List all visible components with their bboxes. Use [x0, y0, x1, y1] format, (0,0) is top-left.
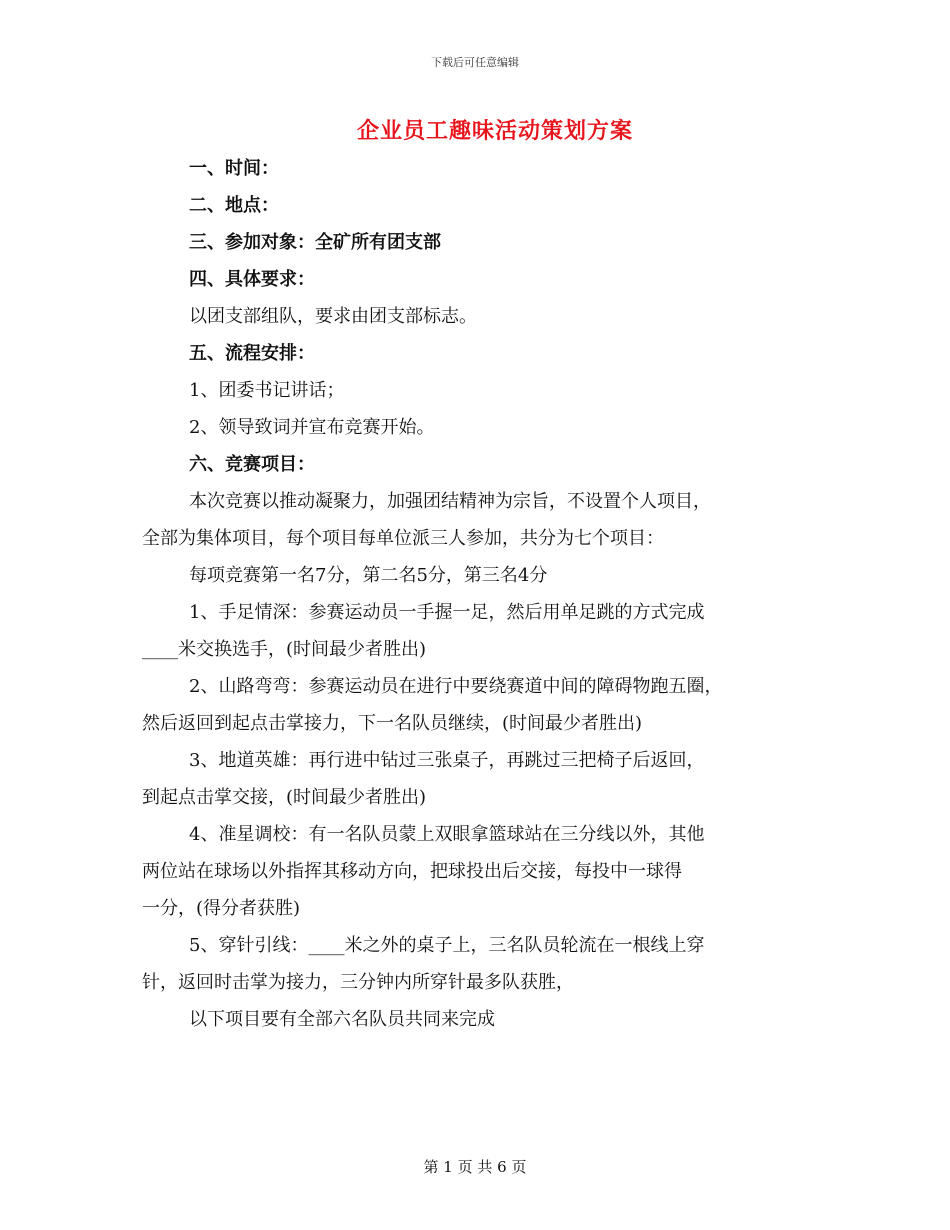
paragraph-line: 4、准星调校：有一名队员蒙上双眼拿篮球站在三分线以外，其他: [189, 824, 705, 845]
paragraph-line: 2、山路弯弯：参赛运动员在进行中要绕赛道中间的障碍物跑五圈，: [189, 676, 723, 697]
paragraph-line: 1、团委书记讲话；: [189, 380, 345, 401]
paragraph-line: 本次竞赛以推动凝聚力，加强团结精神为宗旨，不设置个人项目，: [189, 491, 711, 512]
section-heading-participants: 三、参加对象：全矿所有团支部: [189, 232, 441, 253]
paragraph-line: 两位站在球场以外指挥其移动方向，把球投出后交接，每投中一球得: [142, 861, 682, 882]
section-heading-process: 五、流程安排：: [189, 343, 315, 364]
paragraph-line: 到起点击掌交接，(时间最少者胜出): [142, 787, 427, 808]
paragraph-line: 以团支部组队，要求由团支部标志。: [189, 306, 477, 327]
paragraph-line: 1、手足情深：参赛运动员一手握一足，然后用单足跳的方式完成: [189, 602, 705, 623]
paragraph-line: 5、穿针引线：____米之外的桌子上，三名队员轮流在一根线上穿: [189, 935, 705, 956]
section-heading-location: 二、地点：: [189, 195, 279, 216]
section-heading-events: 六、竞赛项目：: [189, 454, 315, 475]
paragraph-line: 2、领导致词并宣布竞赛开始。: [189, 417, 435, 438]
paragraph-line: ____米交换选手，(时间最少者胜出): [142, 639, 427, 660]
paragraph-line: 针，返回时击掌为接力，三分钟内所穿针最多队获胜，: [142, 972, 574, 993]
paragraph-line: 3、地道英雄：再行进中钻过三张桌子，再跳过三把椅子后返回，: [189, 750, 705, 771]
paragraph-line: 然后返回到起点击掌接力，下一名队员继续，(时间最少者胜出): [142, 713, 643, 734]
paragraph-line: 一分，(得分者获胜): [142, 898, 301, 919]
paragraph-line: 以下项目要有全部六名队员共同来完成: [189, 1009, 495, 1030]
section-heading-requirements: 四、具体要求：: [189, 269, 315, 290]
paragraph-line: 每项竞赛第一名7分，第二名5分，第三名4分: [189, 565, 548, 586]
section-heading-time: 一、时间：: [189, 158, 279, 179]
paragraph-line: 全部为集体项目，每个项目每单位派三人参加，共分为七个项目：: [142, 528, 664, 549]
header-note: 下载后可任意编辑: [431, 56, 519, 69]
document-title: 企业员工趣味活动策划方案: [356, 118, 633, 144]
page-number-footer: 第 1 页 共 6 页: [423, 1158, 527, 1176]
